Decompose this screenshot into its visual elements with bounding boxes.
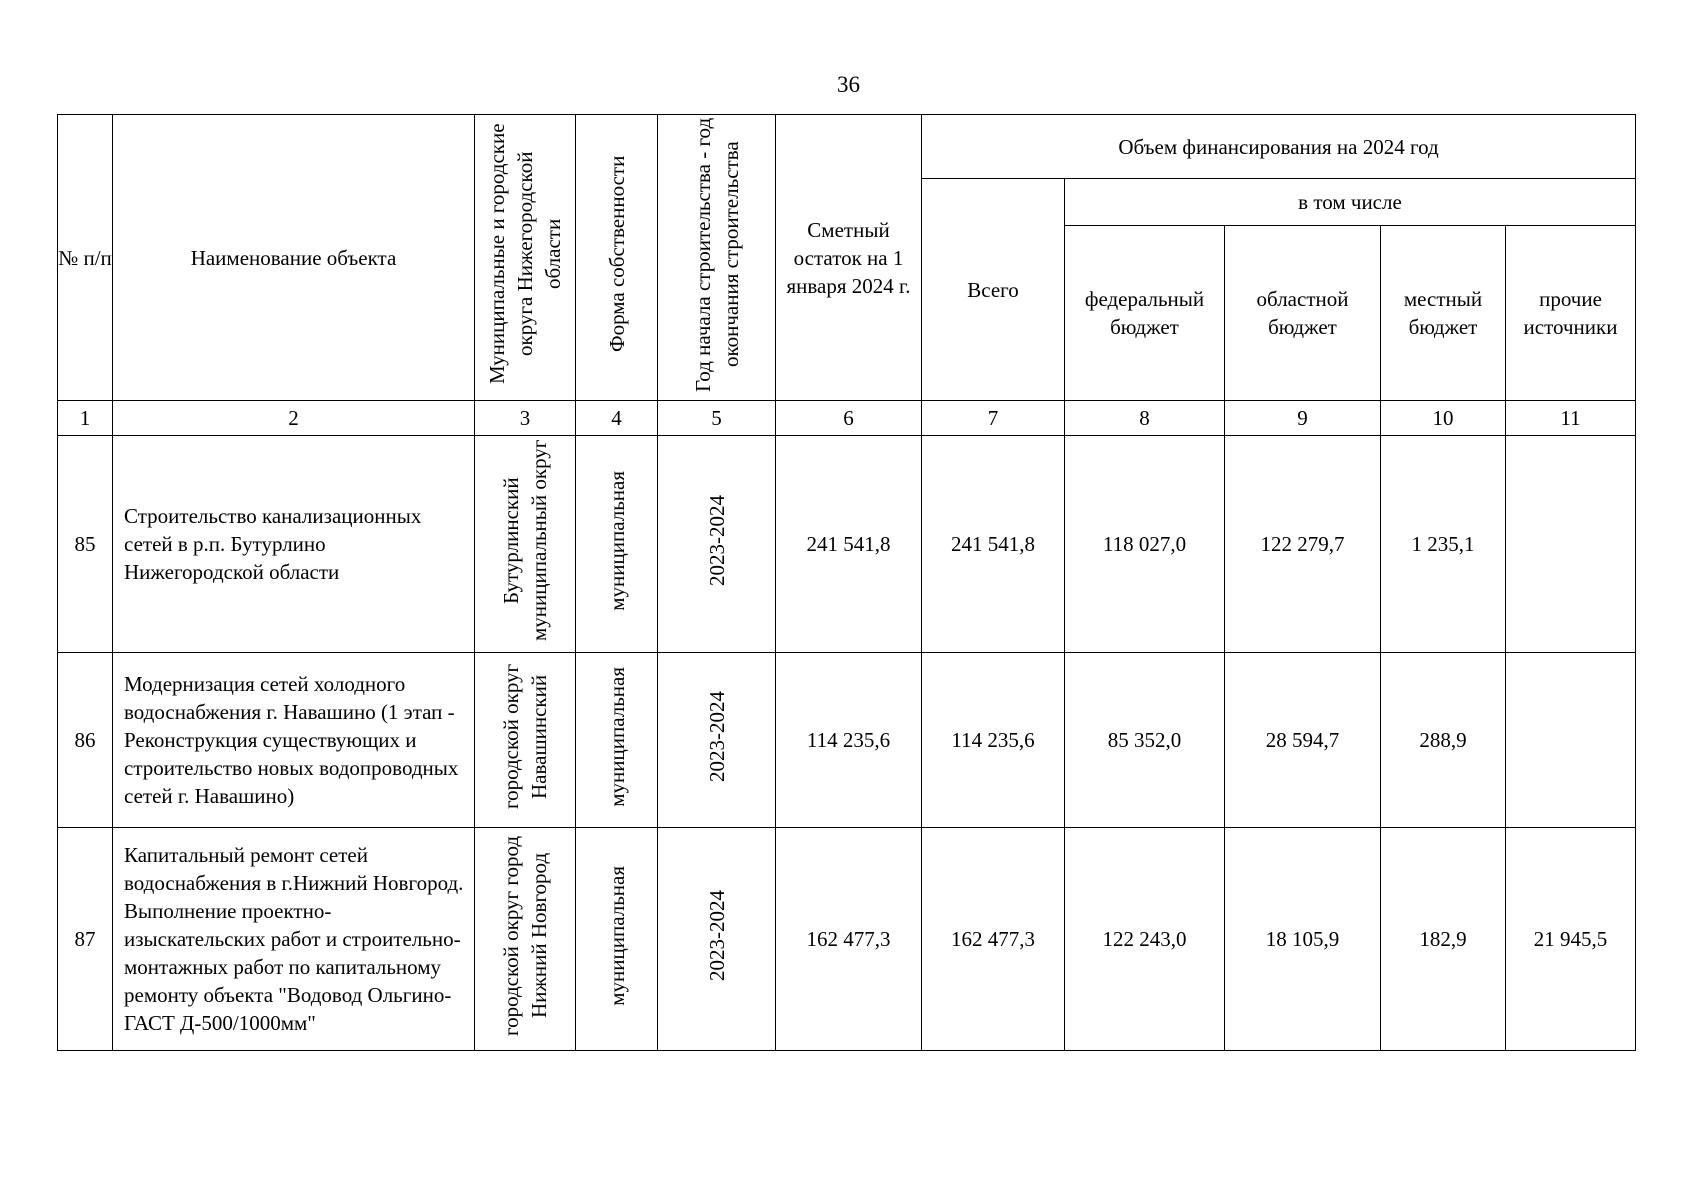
federal-value: 85 352,0 xyxy=(1065,653,1225,828)
column-number: 11 xyxy=(1506,401,1636,436)
column-number: 8 xyxy=(1065,401,1225,436)
header-name: Наименование объекта xyxy=(113,115,475,401)
column-number: 5 xyxy=(658,401,776,436)
local-value: 1 235,1 xyxy=(1381,436,1506,653)
ownership-text: муниципальная xyxy=(604,865,629,1006)
years-text: 2023-2024 xyxy=(704,495,729,586)
column-number-row xyxy=(58,401,1636,436)
federal-value: 122 243,0 xyxy=(1065,828,1225,1051)
header-ownership-text: Форма собственности xyxy=(604,155,629,353)
header-including: в том числе xyxy=(1065,179,1636,226)
municipal-text: городской округ Навашинский xyxy=(499,663,551,810)
header-federal: федеральный бюджет xyxy=(1065,226,1225,401)
other-value xyxy=(1506,436,1636,653)
regional-value: 28 594,7 xyxy=(1225,653,1381,828)
header-balance: Сметный остаток на 1 января 2024 г. xyxy=(776,115,922,401)
header-municipal xyxy=(475,115,576,401)
ownership-cell xyxy=(576,828,658,1051)
header-years xyxy=(658,115,776,401)
local-value: 182,9 xyxy=(1381,828,1506,1051)
ownership-cell xyxy=(576,436,658,653)
header-total: Всего xyxy=(922,179,1065,401)
header-financing: Объем финансирования на 2024 год xyxy=(922,115,1636,179)
column-number: 9 xyxy=(1225,401,1381,436)
municipal-cell xyxy=(475,828,576,1051)
total-value: 241 541,8 xyxy=(922,436,1065,653)
object-name: Модернизация сетей холодного водоснабжения г. Навашино (1 этап - Реконструкция существующих и строительство новых водопроводных сетей г. Навашино) xyxy=(113,653,475,828)
column-number: 6 xyxy=(776,401,922,436)
column-number: 3 xyxy=(475,401,576,436)
header-no: № п/п xyxy=(58,115,113,401)
municipal-text: Бутурлинский муниципальный округ xyxy=(499,439,551,642)
federal-value: 118 027,0 xyxy=(1065,436,1225,653)
local-value: 288,9 xyxy=(1381,653,1506,828)
other-value xyxy=(1506,653,1636,828)
table-row xyxy=(58,653,1636,828)
column-number: 10 xyxy=(1381,401,1506,436)
object-name: Капитальный ремонт сетей водоснабжения в г.Нижний Новгород. Выполнение проектно-изыскательских работ и строительно-монтажных работ по капитальному ремонту объекта "Водовод Ольгино-ГАСТ Д-500/1000мм" xyxy=(113,828,475,1051)
balance-value: 114 235,6 xyxy=(776,653,922,828)
page-number: 36 xyxy=(837,72,860,97)
ownership-text: муниципальная xyxy=(604,666,629,807)
row-no: 87 xyxy=(58,828,113,1051)
ownership-cell xyxy=(576,653,658,828)
row-no: 85 xyxy=(58,436,113,653)
column-number: 2 xyxy=(113,401,475,436)
row-no: 86 xyxy=(58,653,113,828)
table-row xyxy=(58,828,1636,1051)
balance-value: 241 541,8 xyxy=(776,436,922,653)
header-ownership xyxy=(576,115,658,401)
header-municipal-text: Муниципальные и городские округа Нижегородской области xyxy=(485,123,565,385)
years-cell xyxy=(658,828,776,1051)
balance-value: 162 477,3 xyxy=(776,828,922,1051)
header-other: прочие источники xyxy=(1506,226,1636,401)
years-text: 2023-2024 xyxy=(704,691,729,782)
column-number: 1 xyxy=(58,401,113,436)
municipal-cell xyxy=(475,653,576,828)
financing-table xyxy=(57,114,1636,1051)
municipal-cell xyxy=(475,436,576,653)
years-cell xyxy=(658,436,776,653)
total-value: 114 235,6 xyxy=(922,653,1065,828)
column-number: 7 xyxy=(922,401,1065,436)
header-years-text: Год начала строительства - год окончания строительства xyxy=(690,116,743,392)
total-value: 162 477,3 xyxy=(922,828,1065,1051)
years-text: 2023-2024 xyxy=(704,890,729,981)
municipal-text: городской округ город Нижний Новгород xyxy=(499,835,551,1036)
table-row xyxy=(58,436,1636,653)
header-local: местный бюджет xyxy=(1381,226,1506,401)
column-number: 4 xyxy=(576,401,658,436)
regional-value: 122 279,7 xyxy=(1225,436,1381,653)
header-regional: областной бюджет xyxy=(1225,226,1381,401)
object-name: Строительство канализационных сетей в р.п. Бутурлино Нижегородской области xyxy=(113,436,475,653)
years-cell xyxy=(658,653,776,828)
ownership-text: муниципальная xyxy=(604,470,629,611)
other-value: 21 945,5 xyxy=(1506,828,1636,1051)
regional-value: 18 105,9 xyxy=(1225,828,1381,1051)
